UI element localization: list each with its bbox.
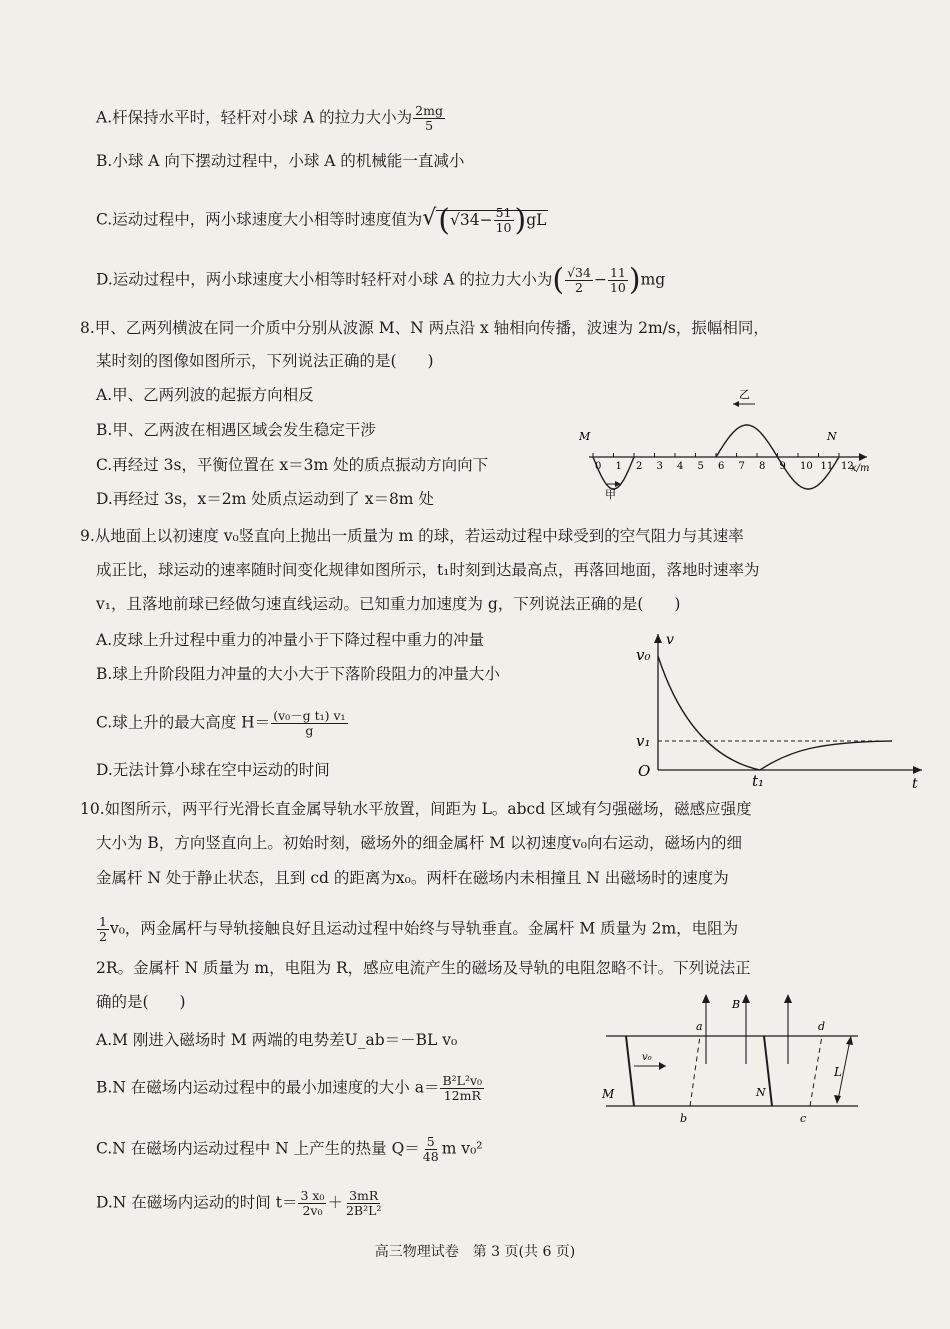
label-yi: 乙	[739, 388, 750, 401]
rod-m	[626, 1036, 634, 1106]
q9-option-d: D.无法计算小球在空中运动的时间	[96, 761, 330, 779]
q8-stem-line1: 8.甲、乙两列横波在同一介质中分别从波源 M、N 两点沿 x 轴相向传播，波速为 2m/s，振幅相同，	[80, 319, 769, 337]
q10-stem-line1: 10.如图所示，两平行光滑长直金属导轨水平放置，间距为 L。abcd 区域有匀强磁场，磁感应强度	[80, 800, 752, 818]
tick-label: 2	[636, 461, 643, 472]
q10-option-a: A.M 刚进入磁场时 M 两端的电势差U_ab＝－BL v₀	[96, 1031, 458, 1049]
q8-option-d: D.再经过 3s，x＝2m 处质点运动到了 x＝8m 处	[96, 490, 434, 508]
label-m: M	[579, 430, 591, 443]
q9-option-c: C.球上升的最大高度 H＝ $\frac{\text{(v₀－g t₁) v₁}}{g}$	[96, 708, 346, 738]
q10-stem-line3: 金属杆 N 处于静止状态，且到 cd 的距离为x₀。两杆在磁场内未相撞且 N 出磁场时的速度为	[96, 869, 729, 887]
label-n-rod: N	[756, 1086, 766, 1099]
label-n: N	[827, 430, 837, 443]
tick-label: 6	[718, 461, 725, 472]
tick-label: 7	[738, 461, 745, 472]
tick-label: 4	[677, 461, 684, 472]
q8-option-c: C.再经过 3s，平衡位置在 x＝3m 处的质点振动方向向下	[96, 456, 489, 474]
tick-label: 3	[656, 461, 663, 472]
label-b: b	[680, 1112, 688, 1125]
q7-option-c: C.运动过程中，两小球速度大小相等时速度值为√(√34− $\frac{51}{10}$ )gL	[96, 202, 547, 238]
label-m-rod: M	[602, 1087, 615, 1101]
q9-option-b: B.球上升阶段阻力冲量的大小大于下落阶段阻力的冲量大小	[96, 665, 500, 683]
axis-unit: x/m	[851, 463, 870, 474]
label-b-field: B	[732, 998, 741, 1011]
q8-option-b: B.甲、乙两波在相遇区域会发生稳定干涉	[96, 421, 376, 439]
q10-rail-figure	[596, 990, 886, 1130]
q9-stem-line1: 9.从地面上以初速度 v₀竖直向上抛出一质量为 m 的球，若运动过程中球受到的空气阻力与其速率	[80, 527, 744, 545]
q8-option-a: A.甲、乙两列波的起振方向相反	[96, 386, 314, 404]
tick-label: 12	[841, 461, 854, 472]
boundary-ab	[690, 1036, 700, 1106]
label-v0: v₀	[642, 1052, 652, 1063]
v-axis-label: v	[666, 632, 674, 648]
label-c: c	[800, 1112, 807, 1125]
q8-wave-figure	[575, 380, 875, 505]
origin-label: O	[638, 762, 651, 780]
q7-option-d: D.运动过程中，两小球速度大小相等时轻杆对小球 A 的拉力大小为( $\frac{√34}{2}$ − $\frac{11}{10}$ )mg	[96, 262, 666, 298]
q10-stem-line5: 2R。金属杆 N 质量为 m，电阻为 R，感应电流产生的磁场及导轨的电阻忽略不计。下列说法正	[96, 959, 751, 977]
q9-vt-graph	[630, 628, 930, 788]
q7-option-a: A.杆保持水平时，轻杆对小球 A 的拉力大小为 $\frac{2mg}{5}$	[96, 103, 443, 133]
q9-stem-line2: 成正比，球运动的速率随时间变化规律如图所示，t₁时刻到达最高点，再落回地面，落地时速率为	[96, 561, 760, 579]
q10-stem-line2: 大小为 B，方向竖直向上。初始时刻，磁场外的细金属杆 M 以初速度v₀向右运动，磁场内的细	[96, 834, 743, 852]
label-d: d	[818, 1020, 826, 1033]
label-jia: 甲	[605, 488, 616, 501]
t-axis-label: t	[912, 776, 918, 788]
tick-label: 10	[800, 461, 813, 472]
t1-label: t₁	[752, 772, 765, 788]
q10-option-d: D.N 在磁场内运动的时间 t＝ $\frac{\text{3 x₀}}{\text{2v₀}}$ ＋ $\frac{3mR}{\text{2B²L²}}$	[96, 1188, 382, 1218]
q8-stem-line2: 某时刻的图像如图所示，下列说法正确的是( )	[96, 352, 434, 370]
tick-label: 0	[595, 461, 602, 472]
q9-stem-line3: v₁，且落地前球已经做匀速直线运动。已知重力加速度为 g，下列说法正确的是( )	[96, 595, 681, 613]
tick-label: 5	[697, 461, 704, 472]
q10-stem-line6: 确的是( )	[96, 993, 186, 1011]
boundary-cd	[810, 1036, 822, 1106]
page-footer: 高三物理试卷 第 3 页(共 6 页)	[374, 1244, 576, 1260]
q10-stem-line4: $\frac{1}{2}$ v₀，两金属杆与导轨接触良好且运动过程中始终与导轨垂直。金属杆 M 质量为 2m，电阻为	[99, 914, 739, 944]
label-a: a	[696, 1020, 703, 1033]
q10-option-c: C.N 在磁场内运动过程中 N 上产生的热量 Q＝ $\frac{5}{48}$ m v₀²	[96, 1134, 483, 1164]
v0-label: v₀	[636, 646, 651, 664]
tick-label: 8	[759, 461, 766, 472]
tick-label: 1	[615, 461, 622, 472]
q9-option-a: A.皮球上升过程中重力的冲量小于下降过程中重力的冲量	[96, 631, 485, 649]
v1-label: v₁	[636, 732, 651, 750]
tick-label: 9	[779, 461, 786, 472]
q10-option-b: B.N 在磁场内运动过程中的最小加速度的大小 a＝ $\frac{\text{B²L²v₀}}{12mR}$	[96, 1073, 483, 1103]
q7-option-b: B.小球 A 向下摆动过程中，小球 A 的机械能一直减小	[96, 152, 465, 170]
tick-label: 11	[820, 461, 834, 472]
label-l: L	[834, 1065, 842, 1079]
